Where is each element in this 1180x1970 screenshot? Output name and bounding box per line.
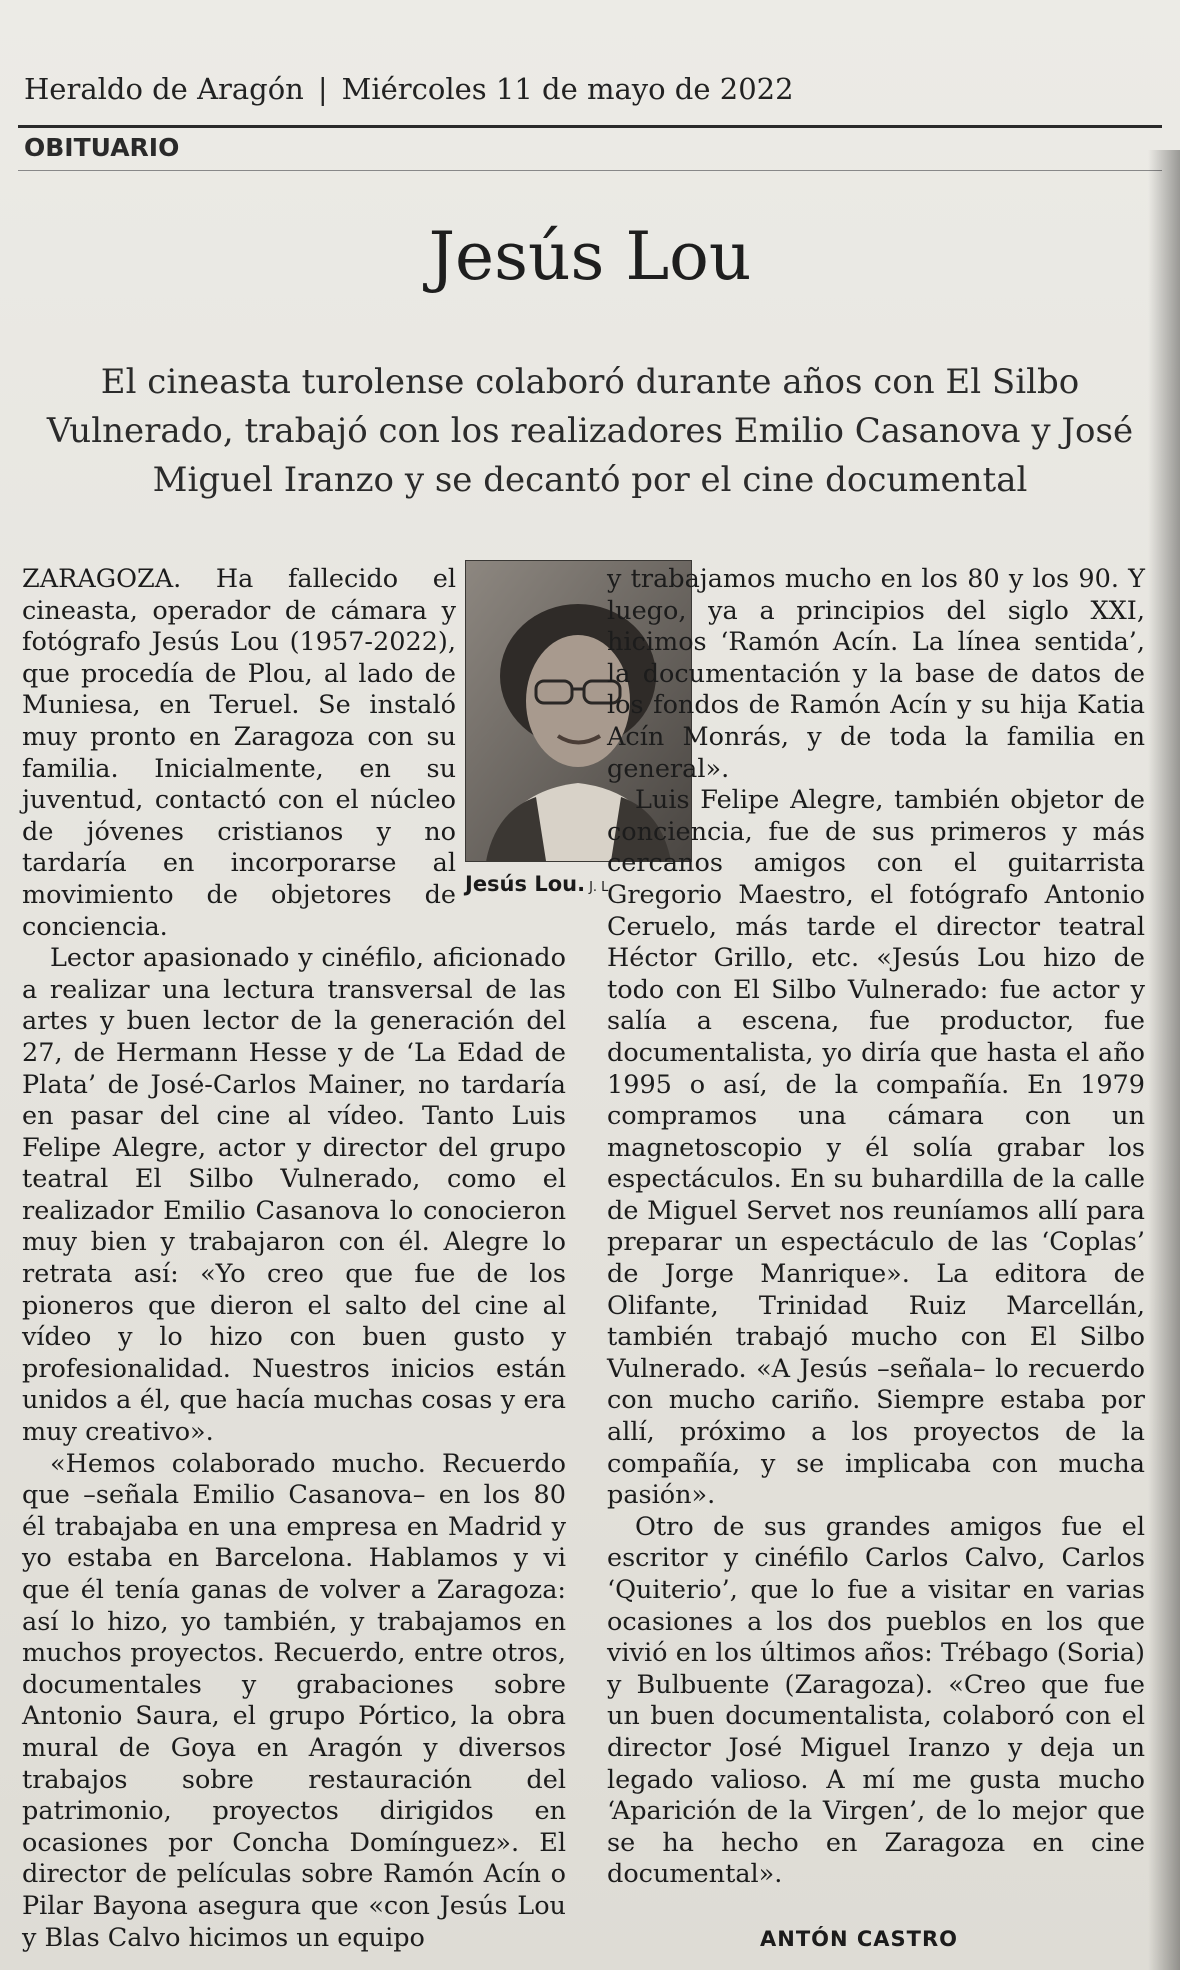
caption-name: Jesús Lou. (465, 872, 586, 896)
page-edge-shadow (1148, 150, 1180, 1970)
newspaper-name: Heraldo de Aragón (24, 72, 304, 106)
photo-space (456, 564, 566, 889)
paragraph: y trabajamos mucho en los 80 y los 90. Y luego, ya a principios del siglo XXI, hicimos ‘Ramón Acín. La línea sentida’, la documentación y la base de datos de los fondos de Ramón Acín y su hija Katia Acín Monrás, y de toda la familia en general». (607, 564, 1145, 784)
masthead-separator: | (317, 72, 328, 106)
article-title: Jesús Lou (428, 218, 752, 295)
article-column-left (22, 564, 566, 1954)
paragraph: Luis Felipe Alegre, también objetor de conciencia, fue de sus primeros y más cercanos amigos con el guitarrista Gregorio Maestro, el fotógrafo Antonio Ceruelo, más tarde el director teatral Héctor Grillo, etc. «Jesús Lou hizo de todo con El Silbo Vulnerado: fue actor y salía a escena, fue productor, fue documentalista, yo diría que hasta el año 1995 o así, de la compañía. En 1979 compramos una cámara con un magnetoscopio y él solía grabar los espectáculos. En su buhardilla de la calle de Miguel Servet nos reuníamos allí para preparar un espectáculo de las ‘Coplas’ de Jorge Manrique». La editora de Olifante, Trinidad Ruiz Marcellán, también trabajó mucho con El Silbo Vulnerado. «A Jesús –señala– lo recuerdo con mucho cariño. Siempre estaba por allí, próximo a los proyectos de la compañía, y se implicaba con mucha pasión». (607, 785, 1145, 1511)
photo-credit: J. L. (589, 880, 613, 895)
paragraph: Otro de sus grandes amigos fue el escritor y cinéfilo Carlos Calvo, Carlos ‘Quiterio’, que lo fue a visitar en varias ocasiones a los dos pueblos en los que vivió en los últimos años: Trébago (Soria) y Bulbuente (Zaragoza). «Creo que fue un buen documentalista, colaboró con el director José Miguel Iranzo y deja un legado valioso. A mí me gusta mucho ‘Aparición de la Virgen’, de lo mejor que se ha hecho en Zaragoza en cine documental». (607, 1511, 1145, 1890)
publication-date: Miércoles 11 de mayo de 2022 (341, 72, 794, 106)
article-column-right (607, 564, 1145, 1891)
masthead-rule (18, 125, 1162, 128)
article-subtitle: El cineasta turolense colaboró durante años con El Silbo Vulnerado, trabajó con los realizadores Emilio Casanova y José Miguel Iranzo y se decantó por el cine documental (46, 362, 1134, 500)
paragraph: ZARAGOZA. Ha fallecido el cineasta, operador de cámara y fotógrafo Jesús Lou (1957-2022), que procedía de Plou, al lado de Muniesa, en Teruel. Se instaló muy pronto en Zaragoza con su familia. Inicialmente, en su juventud, contactó con el núcleo de jóvenes cristianos y no tardaría en incorporarse al movimiento de objetores de conciencia. (22, 564, 456, 942)
section-rule (18, 170, 1162, 171)
paragraph: Lector apasionado y cinéfilo, aficionado a realizar una lectura transversal de las artes y buen lector de la generación del 27, de Hermann Hesse y de ‘La Edad de Plata’ de José-Carlos Mainer, no tardaría en pasar del cine al vídeo. Tanto Luis Felipe Alegre, actor y director del grupo teatral El Silbo Vulnerado, como el realizador Emilio Casanova lo conocieron muy bien y trabajaron con él. Alegre lo retrata así: «Yo creo que fue de los pioneros que dieron el salto del cine al vídeo y lo hizo con buen gusto y profesionalidad. Nuestros inicios están unidos a él, que hacía muchas cosas y era muy creativo». (22, 943, 566, 1448)
author-signature: ANTÓN CASTRO (760, 1927, 959, 1951)
masthead (24, 72, 794, 106)
paragraph: «Hemos colaborado mucho. Recuerdo que –señala Emilio Casanova– en los 80 él trabajaba en una empresa en Madrid y yo estaba en Barcelona. Hablamos y vi que él tenía ganas de volver a Zaragoza: así lo hizo, yo también, y trabajamos en muchos proyectos. Recuerdo, entre otros, documentales y grabaciones sobre Antonio Saura, el grupo Pórtico, la obra mural de Goya en Aragón y diversos trabajos sobre restauración del patrimonio, proyectos dirigidos en ocasiones por Concha Domínguez». El director de películas sobre Ramón Acín o Pilar Bayona asegura que «con Jesús Lou y Blas Calvo hicimos un equipo (22, 1448, 566, 1953)
section-label: OBITUARIO (24, 133, 180, 162)
